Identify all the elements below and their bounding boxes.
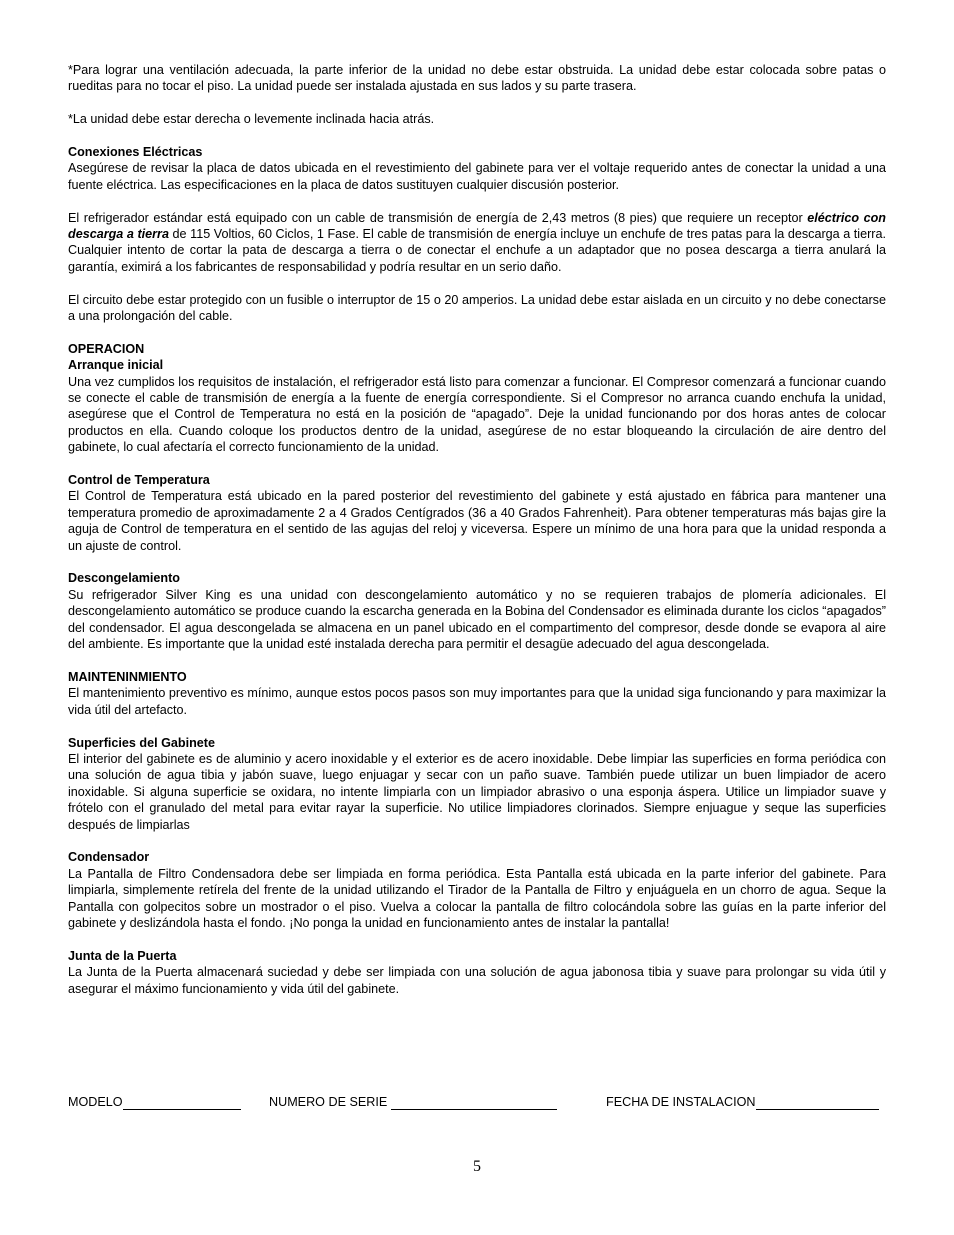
condenser-heading: Condensador <box>68 850 150 865</box>
electrical-section <box>68 144 886 324</box>
surfaces-heading: Superficies del Gabinete <box>68 735 215 750</box>
model-blank-line[interactable] <box>123 1095 241 1110</box>
temperature-heading: Control de Temperatura <box>68 473 210 488</box>
defrost-section <box>68 570 886 652</box>
ventilation-note: *Para lograr una ventilación adecuada, la parte inferior de la unidad no debe estar obstruida. La unidad debe estar colocada sobre patas o rueditas para no tocar el piso. La unidad puede ser instalada ajustada en sus lados y su parte trasera. <box>68 63 886 94</box>
operation-section <box>68 341 886 456</box>
serial-label: NUMERO DE SERIE <box>269 1095 388 1109</box>
condenser-section <box>68 849 886 931</box>
condenser-body: La Pantalla de Filtro Condensadora debe ser limpiada en forma periódica. Esta Pantalla está ubicada en la parte inferior del gabinete. Para limpiarla, simplemente retírela del frente de la unidad utilizando el Tirador de la Pantalla de Filtro y enjuáguela en un chorro de agua. Seque la Pantalla con golpecitos sobre un mostrador o el piso. Vuelva a colocar la pantalla de filtro colocándola sobre las guías en la parte inferior del gabinete y deslizándola hasta el fondo. ¡No ponga la unidad en funcionamiento antes de instalar la pantalla! <box>68 866 886 930</box>
manual-page-content <box>68 62 886 1013</box>
grounded-receptacle-emphasis: eléctrico con descarga a tierra <box>68 210 886 242</box>
maintenance-heading: MAINTENINMIENTO <box>68 669 187 684</box>
page-number: 5 <box>473 1158 481 1175</box>
temperature-body: El Control de Temperatura está ubicado en la pared posterior del revestimiento del gabinete y está ajustado en fábrica para mantener una temperatura promedio de aproximadamente 2 a 4 Grados Centígrados (36 a 40 Grados Fahrenheit). Para obtener temperaturas más bajas gire la aguja de Control de temperatura en el sentido de las agujas del reloj y viceversa. Espere un mínimo de una hora para que la unidad responda a un ajuste de control. <box>68 489 886 553</box>
electrical-p2-start: El refrigerador estándar está equipado con un cable de transmisión de energía de 2,43 metros (8 pies) que requiere un receptor <box>68 210 808 225</box>
temperature-section <box>68 472 886 554</box>
surfaces-section <box>68 735 886 833</box>
gasket-heading: Junta de la Puerta <box>68 948 177 963</box>
model-label: MODELO <box>68 1095 123 1109</box>
install-date-label: FECHA DE INSTALACION <box>606 1095 756 1109</box>
operation-heading: OPERACION <box>68 341 145 356</box>
startup-body: Una vez cumplidos los requisitos de instalación, el refrigerador está listo para comenzar a funcionar. El Compresor comenzará a funcionar cuando se conecte el cable de transmisión de energía a la fuente de energía correspondiente. Si el Compresor no arranca cuando enchufa la unidad, asegúrese que el Control de Temperatura no está en la posición de “apagado”. Deje la unidad funcionando por dos horas antes de colocar productos en ella. Cuando coloque los productos dentro de la unidad, asegúrese de no estar bloqueando la circulación de aire dentro del gabinete, lo cual afectaría el correcto funcionamiento de la unidad. <box>68 374 886 455</box>
install-date-blank-line[interactable] <box>756 1095 879 1110</box>
maintenance-section <box>68 669 886 718</box>
install-date-field <box>606 1094 879 1110</box>
defrost-heading: Descongelamiento <box>68 571 180 586</box>
gasket-section <box>68 948 886 997</box>
electrical-paragraph-2 <box>68 210 886 276</box>
electrical-heading: Conexiones Eléctricas <box>68 145 203 159</box>
electrical-paragraph-1: Asegúrese de revisar la placa de datos ubicada en el revestimiento del gabinete para ver el voltaje requerido antes de conectar la unidad a una fuente eléctrica. Las especificaciones en la placa de datos sustituyen cualquier discusión posterior. <box>68 161 886 192</box>
electrical-paragraph-3: El circuito debe estar protegido con un fusible o interruptor de 15 o 20 amperios. La unidad debe estar aislada en un circuito y no debe conectarse a una prolongación del cable. <box>68 292 886 324</box>
serial-blank-line[interactable] <box>391 1095 557 1110</box>
surfaces-body: El interior del gabinete es de aluminio y acero inoxidable y el exterior es de acero inoxidable. Debe limpiar las superficies en forma periódica con una solución de agua tibia y jabón suave, luego enjuagar y secar con un paño suave. También puede utilizar un buen limpiador de acero inoxidable. Si alguna superficie se oxidara, no intente limpiarla con un limpiador abrasivo o una esponja áspera. Utilice un limpiador suave y frótelo con el granulado del metal para evitar rayar la superficie. No utilice limpiadores clorinados. Siempre enjuague y seque las superficies después de limpiarlas <box>68 751 886 832</box>
defrost-body: Su refrigerador Silver King es una unidad con descongelamiento automático y no se requieren trabajos de plomería adicionales. El descongelamiento automático se produce cuando la escarcha generada en la Bobina del Condensador es eliminada durante los ciclos “apagados” del condensador. El agua descongelada se almacena en un panel ubicado en el compartimento del compresor, desde donde se evapora al aire del ambiente. Es importante que la unidad esté instalada derecha para permitir el desagüe adecuado del agua descongelada. <box>68 587 886 652</box>
startup-subheading: Arranque inicial <box>68 358 164 373</box>
serial-field <box>269 1094 557 1110</box>
electrical-p2-end: de 115 Voltios, 60 Ciclos, 1 Fase. El cable de transmisión de energía incluye un enchufe de tres patas para la descarga a tierra. Cualquier intento de cortar la pata de descarga a tierra o de conectar el enchufe a un adaptador que no posea descarga a tierra anulará la garantía, eximirá a los fabricantes de responsabilidad y podría resultar en un serio daño. <box>68 227 887 274</box>
record-fields <box>68 1094 898 1114</box>
upright-note: *La unidad debe estar derecha o levemente inclinada hacia atrás. <box>68 112 435 127</box>
gasket-body: La Junta de la Puerta almacenará suciedad y debe ser limpiada con una solución de agua jabonosa tibia y suave para prolongar su vida útil y asegurar el máximo funcionamiento y vida útil del gabinete. <box>68 965 886 996</box>
model-field <box>68 1094 241 1110</box>
maintenance-body: El mantenimiento preventivo es mínimo, aunque estos pocos pasos son muy importantes para que la unidad siga funcionando y para maximizar la vida útil del artefacto. <box>68 686 886 717</box>
